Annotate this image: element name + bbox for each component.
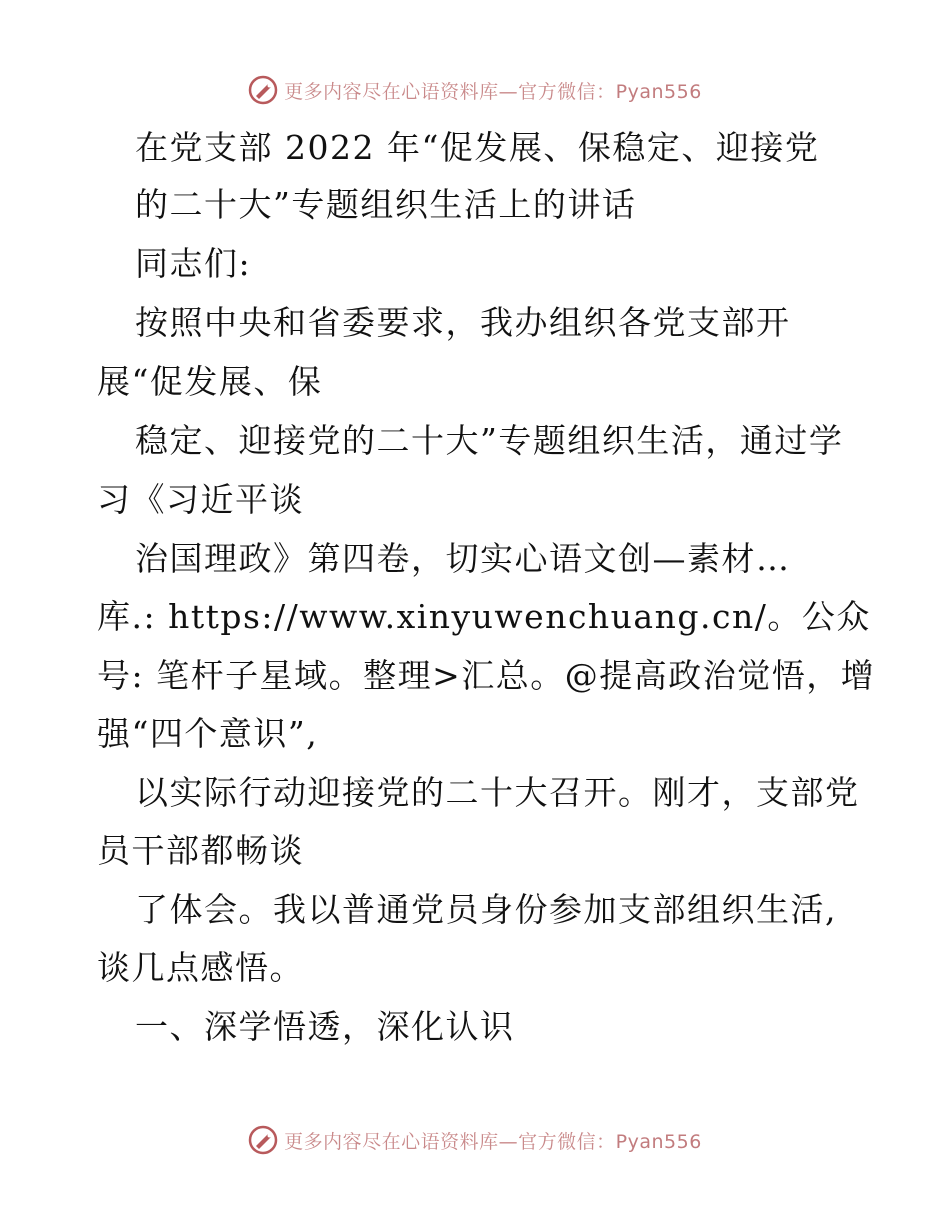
paragraph-line: 稳定、迎接党的二十大”专题组织生活，通过学 [135, 421, 844, 460]
paragraph-line: 按照中央和省委要求，我办组织各党支部开 [135, 303, 791, 342]
watermark-account: Pyan556 [615, 1130, 702, 1153]
title-line-2: 的二十大”专题组织生活上的讲话 [135, 185, 637, 224]
paragraph-line: 强“四个意识”, [97, 714, 319, 753]
paragraph-line: 谈几点感悟。 [97, 948, 304, 987]
watermark-account: Pyan556 [615, 80, 702, 103]
greeting: 同志们: [135, 244, 252, 283]
paragraph-line: 习《习近平谈 [97, 480, 304, 519]
paragraph-line: 员干部都畅谈 [97, 831, 304, 870]
paragraph-line: 展“促发展、保 [97, 362, 323, 401]
paragraph-line: 了体会。我以普通党员身份参加支部组织生活, [135, 890, 837, 929]
logo-icon [248, 1125, 278, 1155]
paragraph-line: 号: 笔杆子星域。整理>汇总。@提高政治觉悟，增 [97, 656, 876, 695]
watermark-text: 更多内容尽在心语资料库—官方微信：Pyan556 [284, 80, 702, 103]
paragraph-line: 治国理政》第四卷，切实心语文创—素材… [135, 539, 791, 578]
paragraph-line: 以实际行动迎接党的二十大召开。刚才，支部党 [135, 773, 860, 812]
section-heading: 一、深学悟透，深化认识 [135, 1007, 515, 1046]
watermark-text: 更多内容尽在心语资料库—官方微信：Pyan556 [284, 1130, 702, 1153]
paragraph-line: 库.: https://www.xinyuwenchuang.cn/。公众 [97, 597, 871, 636]
header-watermark [0, 70, 950, 110]
title-line-1: 在党支部 2022 年“促发展、保稳定、迎接党 [135, 128, 820, 167]
footer-watermark [0, 1120, 950, 1160]
logo-icon [248, 75, 278, 105]
